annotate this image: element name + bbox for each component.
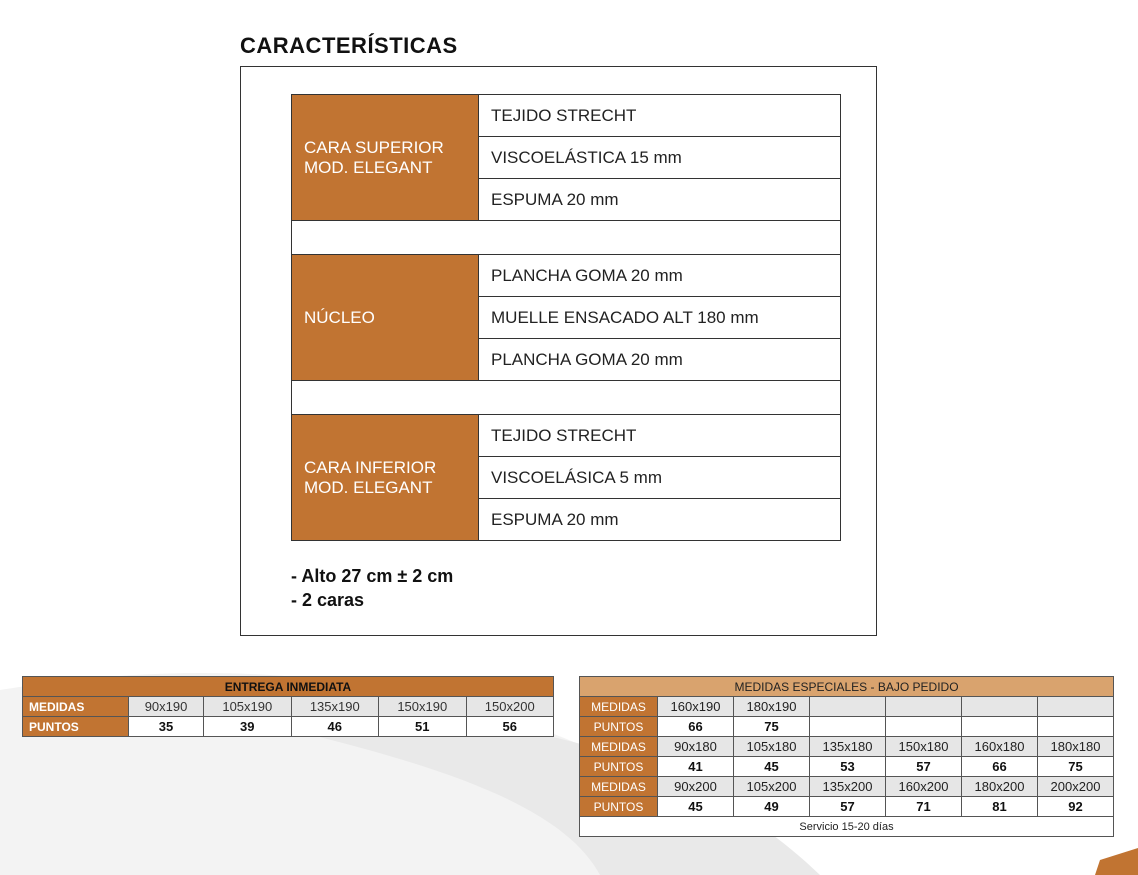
size-cell: 150x190 <box>379 697 466 717</box>
size-cell <box>886 697 962 717</box>
points-cell <box>962 717 1038 737</box>
points-cell: 71 <box>886 797 962 817</box>
points-cell: 39 <box>204 717 291 737</box>
especiales-medidas-row <box>580 697 1114 717</box>
size-cell: 160x180 <box>962 737 1038 757</box>
layer-row <box>292 415 841 457</box>
spacer-row <box>292 381 841 415</box>
especiales-medidas-row <box>580 777 1114 797</box>
size-cell <box>1038 697 1114 717</box>
especiales-puntos-row <box>580 797 1114 817</box>
layer-cell: VISCOELÁSTICA 15 mm <box>479 137 841 179</box>
size-cell: 180x200 <box>962 777 1038 797</box>
puntos-label: PUNTOS <box>580 717 658 737</box>
layer-cell: PLANCHA GOMA 20 mm <box>479 255 841 297</box>
points-cell: 66 <box>658 717 734 737</box>
size-cell: 180x180 <box>1038 737 1114 757</box>
points-cell: 46 <box>291 717 378 737</box>
layer-cell: PLANCHA GOMA 20 mm <box>479 339 841 381</box>
layer-cell: TEJIDO STRECHT <box>479 95 841 137</box>
entrega-inmediata-table <box>22 676 554 737</box>
size-cell: 90x180 <box>658 737 734 757</box>
entrega-medidas-row <box>23 697 554 717</box>
layers-table <box>291 94 841 541</box>
especiales-puntos-row <box>580 757 1114 777</box>
size-cell: 135x180 <box>810 737 886 757</box>
size-cell: 150x200 <box>466 697 554 717</box>
note-sides: - 2 caras <box>291 590 365 610</box>
size-cell: 135x200 <box>810 777 886 797</box>
notes <box>291 564 453 612</box>
points-cell: 57 <box>810 797 886 817</box>
points-cell: 56 <box>466 717 554 737</box>
points-cell: 49 <box>734 797 810 817</box>
size-cell: 160x200 <box>886 777 962 797</box>
size-cell: 105x200 <box>734 777 810 797</box>
size-cell <box>810 697 886 717</box>
layer-cell: TEJIDO STRECHT <box>479 415 841 457</box>
points-cell: 45 <box>734 757 810 777</box>
especiales-puntos-row <box>580 717 1114 737</box>
puntos-label: PUNTOS <box>580 797 658 817</box>
points-cell <box>810 717 886 737</box>
page-title: CARACTERÍSTICAS <box>240 33 458 58</box>
points-cell: 45 <box>658 797 734 817</box>
category-cell-inferior: CARA INFERIOR MOD. ELEGANT <box>292 415 479 541</box>
puntos-label: PUNTOS <box>580 757 658 777</box>
especiales-title: MEDIDAS ESPECIALES - BAJO PEDIDO <box>580 677 1114 697</box>
medidas-label: MEDIDAS <box>580 737 658 757</box>
points-cell: 75 <box>734 717 810 737</box>
size-cell: 105x180 <box>734 737 810 757</box>
points-cell: 92 <box>1038 797 1114 817</box>
characteristics-panel <box>240 66 877 636</box>
puntos-label: PUNTOS <box>23 717 129 737</box>
service-note: Servicio 15-20 días <box>580 817 1114 837</box>
layer-cell: ESPUMA 20 mm <box>479 499 841 541</box>
medidas-label: MEDIDAS <box>580 777 658 797</box>
points-cell <box>1038 717 1114 737</box>
size-cell <box>962 697 1038 717</box>
especiales-medidas-row <box>580 737 1114 757</box>
entrega-puntos-row <box>23 717 554 737</box>
spacer-row <box>292 221 841 255</box>
points-cell: 81 <box>962 797 1038 817</box>
note-height: - Alto 27 cm ± 2 cm <box>291 566 454 586</box>
size-cell: 90x200 <box>658 777 734 797</box>
points-cell: 66 <box>962 757 1038 777</box>
size-cell: 105x190 <box>204 697 291 717</box>
medidas-especiales-table <box>579 676 1114 837</box>
points-cell: 51 <box>379 717 466 737</box>
points-cell: 57 <box>886 757 962 777</box>
layer-cell: ESPUMA 20 mm <box>479 179 841 221</box>
size-cell: 160x190 <box>658 697 734 717</box>
size-cell: 200x200 <box>1038 777 1114 797</box>
category-cell-nucleo: NÚCLEO <box>292 255 479 381</box>
layer-cell: MUELLE ENSACADO ALT 180 mm <box>479 297 841 339</box>
points-cell <box>886 717 962 737</box>
size-cell: 135x190 <box>291 697 378 717</box>
entrega-title: ENTREGA INMEDIATA <box>23 677 554 697</box>
points-cell: 35 <box>129 717 204 737</box>
size-cell: 180x190 <box>734 697 810 717</box>
points-cell: 75 <box>1038 757 1114 777</box>
layer-cell: VISCOELÁSICA 5 mm <box>479 457 841 499</box>
category-cell-superior: CARA SUPERIOR MOD. ELEGANT <box>292 95 479 221</box>
medidas-label: MEDIDAS <box>23 697 129 717</box>
points-cell: 53 <box>810 757 886 777</box>
layer-row <box>292 255 841 297</box>
points-cell: 41 <box>658 757 734 777</box>
size-cell: 90x190 <box>129 697 204 717</box>
layer-row <box>292 95 841 137</box>
medidas-label: MEDIDAS <box>580 697 658 717</box>
size-cell: 150x180 <box>886 737 962 757</box>
